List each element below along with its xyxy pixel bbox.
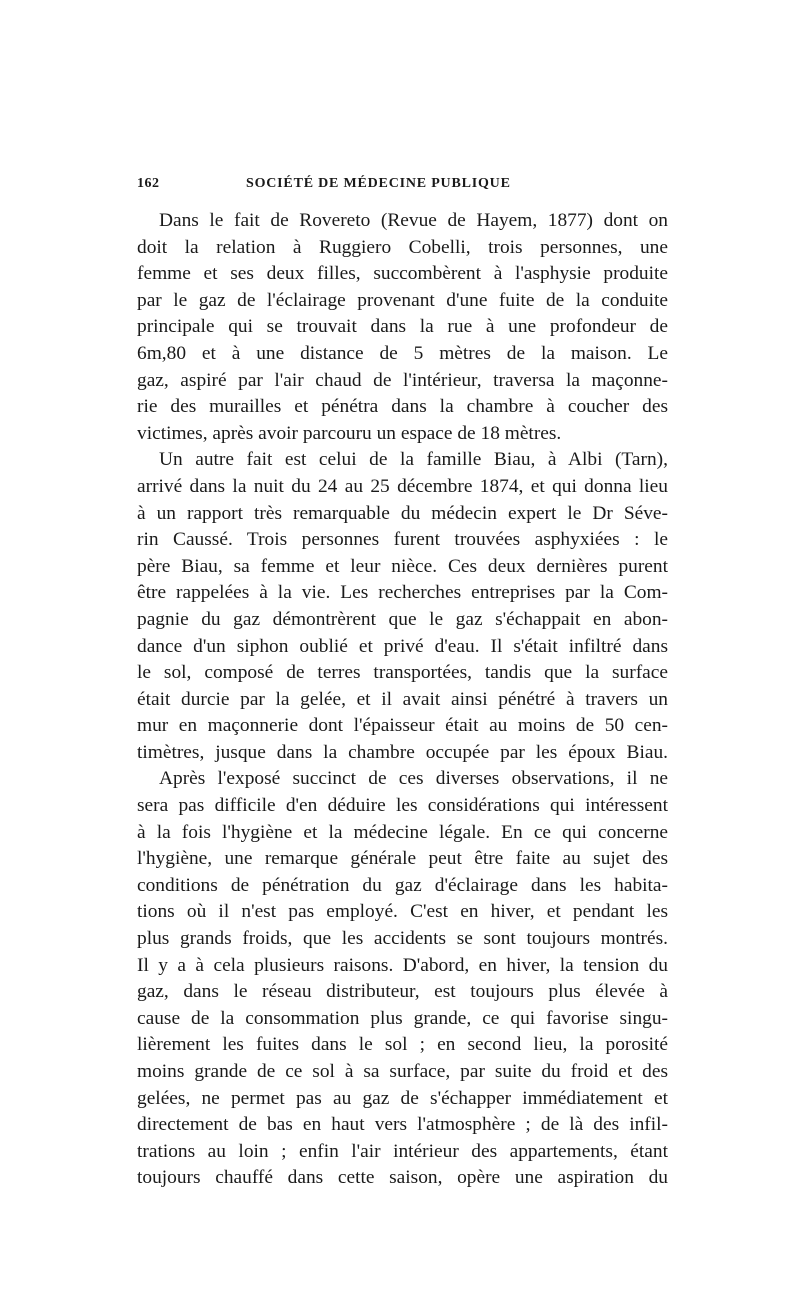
text-line: arrivé dans la nuit du 24 au 25 décembre 1874, et qui donna lieu xyxy=(137,475,668,497)
text-line: toujours chauffé dans cette saison, opère une aspiration du xyxy=(137,1167,668,1189)
text-line: pagnie du gaz démontrèrent que le gaz s'échappait en abon- xyxy=(137,608,668,630)
running-head xyxy=(137,176,668,200)
paragraph-3 xyxy=(137,766,668,1192)
text-line: cause de la consommation plus grande, ce qui favorise singu- xyxy=(137,1007,668,1029)
text-line: moins grande de ce sol à sa surface, par suite du froid et des xyxy=(137,1061,668,1082)
text-line: père Biau, sa femme et leur nièce. Ces deux dernières purent xyxy=(137,555,668,577)
text-line: doit la relation à Ruggiero Cobelli, trois personnes, une xyxy=(137,236,668,258)
text-line: conditions de pénétration du gaz d'éclairage dans les habita- xyxy=(137,874,668,896)
paragraph-1 xyxy=(137,208,668,447)
text-line: Dans le fait de Rovereto (Revue de Hayem, 1877) dont on xyxy=(159,210,668,231)
book-page xyxy=(137,176,668,1192)
text-line: à un rapport très remarquable du médecin expert le Dr Séve- xyxy=(137,502,668,524)
text-line: était durcie par la gelée, et il avait ainsi pénétré à travers un xyxy=(137,688,668,710)
body-text xyxy=(137,208,668,1192)
text-line: Un autre fait est celui de la famille Biau, à Albi (Tarn), xyxy=(159,449,668,471)
text-line: par le gaz de l'éclairage provenant d'une fuite de la conduite xyxy=(137,289,668,311)
text-line: rin Caussé. Trois personnes furent trouvées asphyxiées : le xyxy=(137,529,668,551)
text-line: sera pas difficile d'en déduire les considérations qui intéressent xyxy=(137,795,668,817)
text-line: plus grands froids, que les accidents se sont toujours montrés. xyxy=(137,928,668,950)
text-line: directement de bas en haut vers l'atmosphère ; de là des infil- xyxy=(137,1114,668,1136)
page-number: 162 xyxy=(137,176,160,191)
text-line: victimes, après avoir parcouru un espace de 18 mètres. xyxy=(137,422,562,444)
text-line: dance d'un siphon oublié et privé d'eau. Il s'était infiltré dans xyxy=(137,635,668,657)
text-line: être rappelées à la vie. Les recherches entreprises par la Com- xyxy=(137,582,668,604)
text-line: principale qui se trouvait dans la rue à une profondeur de xyxy=(137,316,668,338)
text-line: tions où il n'est pas employé. C'est en hiver, et pendant les xyxy=(137,901,668,923)
text-line: l'hygiène, une remarque générale peut être faite au sujet des xyxy=(137,848,668,870)
text-line: gelées, ne permet pas au gaz de s'échapper immédiatement et xyxy=(137,1087,668,1109)
text-line: Après l'exposé succinct de ces diverses observations, il ne xyxy=(159,768,668,790)
text-line: à la fois l'hygiène et la médecine légale. En ce qui concerne xyxy=(137,821,668,843)
text-line: gaz, dans le réseau distributeur, est toujours plus élevée à xyxy=(137,981,668,1003)
text-line: timètres, jusque dans la chambre occupée par les époux Biau. xyxy=(137,741,668,763)
text-line: 6m,80 et à une distance de 5 mètres de la maison. Le xyxy=(137,342,668,364)
text-line: femme et ses deux filles, succombèrent à l'asphysie produite xyxy=(137,263,668,285)
text-line: lièrement les fuites dans le sol ; en second lieu, la porosité xyxy=(137,1034,668,1056)
running-title: SOCIÉTÉ DE MÉDECINE PUBLIQUE xyxy=(246,176,511,191)
text-line: gaz, aspiré par l'air chaud de l'intérieur, traversa la maçonne- xyxy=(137,369,668,391)
text-line: Il y a à cela plusieurs raisons. D'abord, en hiver, la tension du xyxy=(137,954,668,976)
text-line: trations au loin ; enfin l'air intérieur des appartements, étant xyxy=(137,1140,668,1162)
paragraph-2 xyxy=(137,447,668,766)
text-line: rie des murailles et pénétra dans la chambre à coucher des xyxy=(137,396,668,418)
text-line: le sol, composé de terres transportées, tandis que la surface xyxy=(137,662,668,684)
text-line: mur en maçonnerie dont l'épaisseur était au moins de 50 cen- xyxy=(137,715,668,737)
